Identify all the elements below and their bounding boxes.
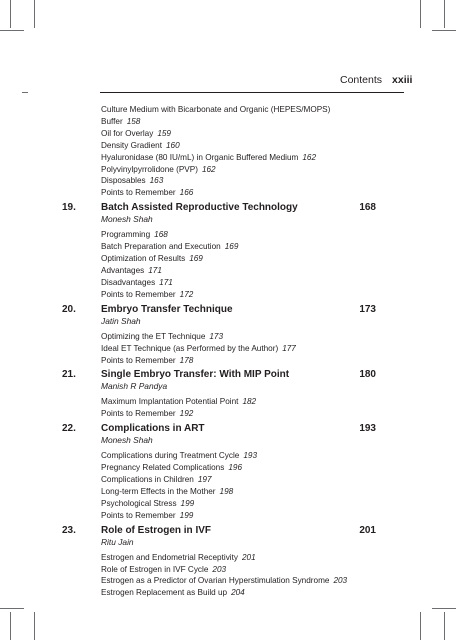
entry-text: Pregnancy Related Complications	[101, 463, 225, 473]
margin-mark	[22, 92, 28, 93]
chapter-number: 22.	[62, 423, 76, 435]
entry-text: Programming	[101, 230, 151, 240]
entry-page: 203	[333, 576, 348, 586]
crop-mark	[10, 0, 11, 28]
entry-text: Points to Remember	[101, 188, 176, 198]
toc-entry	[101, 355, 376, 367]
entry-text: Oil for Overlay	[101, 128, 154, 138]
entry-page: 158	[126, 116, 141, 126]
entry-page: 177	[282, 343, 296, 353]
toc-entry	[101, 187, 376, 199]
toc-entry	[101, 408, 376, 420]
crop-mark	[10, 612, 11, 640]
entry-text: Complications during Treatment Cycle	[101, 451, 240, 461]
entry-text: Estrogen as a Predictor of Ovarian Hyperstimulation Syndrome	[101, 576, 330, 586]
chapter-author: Manish R Pandya	[101, 381, 168, 392]
entry-text: Points to Remember	[101, 355, 176, 365]
entry-page: 173	[209, 331, 224, 341]
entry-text: Advantages	[101, 265, 145, 275]
entry-page: 166	[179, 188, 194, 198]
chapter-page: 180	[359, 369, 376, 381]
entry-page: 162	[201, 164, 216, 174]
entry-text: Points to Remember	[101, 510, 176, 520]
entry-text: Density Gradient	[101, 140, 162, 150]
entry-page: 178	[179, 355, 194, 365]
toc-entry	[101, 510, 376, 522]
chapter-number: 19.	[62, 202, 76, 214]
toc-entry	[101, 128, 376, 140]
toc-entry	[101, 277, 376, 289]
entry-page: 196	[228, 463, 243, 473]
crop-mark	[0, 608, 24, 609]
toc-entry	[101, 116, 376, 128]
entry-text: Maximum Implantation Potential Point	[101, 397, 239, 407]
chapter-author: Ritu Jain	[101, 536, 134, 547]
entry-text: Buffer	[101, 116, 123, 126]
toc-entry	[101, 241, 376, 253]
entry-text: Ideal ET Technique (as Performed by the Author)	[101, 343, 279, 353]
toc-entry	[101, 175, 376, 187]
toc-entry	[101, 265, 376, 277]
crop-mark	[432, 608, 456, 609]
chapter-page: 201	[359, 524, 376, 536]
continued-section	[62, 104, 376, 199]
entry-page: 171	[159, 277, 173, 287]
chapter-list	[62, 202, 376, 599]
entry-page: 172	[179, 289, 194, 299]
toc-entry	[101, 140, 376, 152]
crop-mark	[34, 0, 35, 28]
entry-text: Psychological Stress	[101, 498, 177, 508]
entry-page: 203	[212, 564, 227, 574]
chapter-author: Monesh Shah	[101, 435, 153, 446]
toc-entry	[101, 104, 376, 116]
entry-page: 198	[219, 486, 234, 496]
entry-text: Estrogen Replacement as Build up	[101, 588, 228, 598]
entry-text: Optimization of Results	[101, 254, 186, 264]
toc-entry	[101, 331, 376, 343]
entry-text: Role of Estrogen in IVF Cycle	[101, 564, 209, 574]
entry-text: Optimizing the ET Technique	[101, 331, 206, 341]
header-title: Contents	[340, 74, 383, 86]
toc-entry	[101, 498, 376, 510]
chapter-heading	[62, 525, 376, 536]
entry-page: 193	[243, 451, 258, 461]
toc-entry	[101, 587, 376, 599]
chapter-page: 173	[359, 303, 376, 315]
running-header	[340, 74, 413, 86]
chapter-number: 20.	[62, 303, 76, 315]
toc-entry	[101, 474, 376, 486]
chapter-title: Embryo Transfer Technique	[101, 303, 233, 315]
chapter-title: Complications in ART	[101, 423, 205, 435]
header-rule	[100, 92, 404, 93]
crop-mark	[34, 612, 35, 640]
chapter-heading	[62, 202, 376, 213]
entry-page: 160	[165, 140, 180, 150]
entry-text: Disposables	[101, 176, 146, 186]
chapter-heading	[62, 423, 376, 434]
toc-entry	[101, 343, 376, 355]
entry-page: 192	[179, 409, 194, 419]
toc-entry	[101, 486, 376, 498]
entry-page: 162	[302, 152, 317, 162]
chapter-title: Role of Estrogen in IVF	[101, 524, 212, 536]
crop-mark	[444, 612, 445, 640]
entry-page: 199	[180, 498, 195, 508]
toc-entry	[101, 450, 376, 462]
entry-text: Culture Medium with Bicarbonate and Organic (HEPES/MOPS)	[101, 105, 331, 114]
chapter-number: 23.	[62, 524, 76, 536]
entry-text: Polyvinylpyrrolidone (PVP)	[101, 164, 198, 174]
toc-entry	[101, 575, 376, 587]
entry-page: 204	[231, 588, 245, 598]
toc-entry	[101, 152, 376, 164]
crop-mark	[420, 0, 421, 28]
chapter-author: Jatin Shah	[101, 315, 141, 326]
entry-page: 169	[224, 242, 239, 252]
entry-page: 182	[242, 397, 257, 407]
chapter-title: Single Embryo Transfer: With MIP Point	[101, 369, 290, 381]
toc-entry	[101, 289, 376, 301]
crop-mark	[432, 30, 456, 31]
crop-mark	[0, 30, 24, 31]
header-page-number: xxiii	[392, 74, 413, 86]
table-of-contents	[62, 104, 376, 599]
entry-page: 159	[157, 128, 171, 138]
crop-mark	[420, 612, 421, 640]
entry-text: Complications in Children	[101, 475, 194, 485]
entry-text: Hyaluronidase (80 IU/mL) in Organic Buffered Medium	[101, 152, 299, 162]
toc-entry	[101, 552, 376, 564]
chapter-page: 168	[359, 202, 376, 214]
entry-page: 199	[179, 510, 194, 520]
entry-page: 201	[242, 552, 256, 562]
entry-text: Batch Preparation and Execution	[101, 242, 221, 252]
toc-entry	[101, 229, 376, 241]
crop-mark	[444, 0, 445, 28]
chapter-number: 21.	[62, 369, 76, 381]
chapter-page: 193	[359, 423, 376, 435]
chapter-title: Batch Assisted Reproductive Technology	[101, 202, 298, 214]
entry-text: Long-term Effects in the Mother	[101, 486, 216, 496]
entry-text: Estrogen and Endometrial Receptivity	[101, 552, 238, 562]
entry-text: Points to Remember	[101, 289, 176, 299]
entry-page: 168	[154, 230, 168, 240]
entry-page: 169	[189, 254, 203, 264]
chapter-heading	[62, 304, 376, 315]
entry-page: 171	[148, 265, 162, 275]
entry-text: Points to Remember	[101, 409, 176, 419]
toc-entry	[101, 164, 376, 176]
entry-page: 197	[197, 475, 212, 485]
toc-entry	[101, 462, 376, 474]
toc-entry	[101, 564, 376, 576]
toc-entry	[101, 396, 376, 408]
entry-text: Disadvantages	[101, 277, 156, 287]
entry-page: 163	[149, 176, 164, 186]
toc-entry	[101, 253, 376, 265]
chapter-heading	[62, 369, 376, 380]
chapter-author: Monesh Shah	[101, 214, 153, 225]
